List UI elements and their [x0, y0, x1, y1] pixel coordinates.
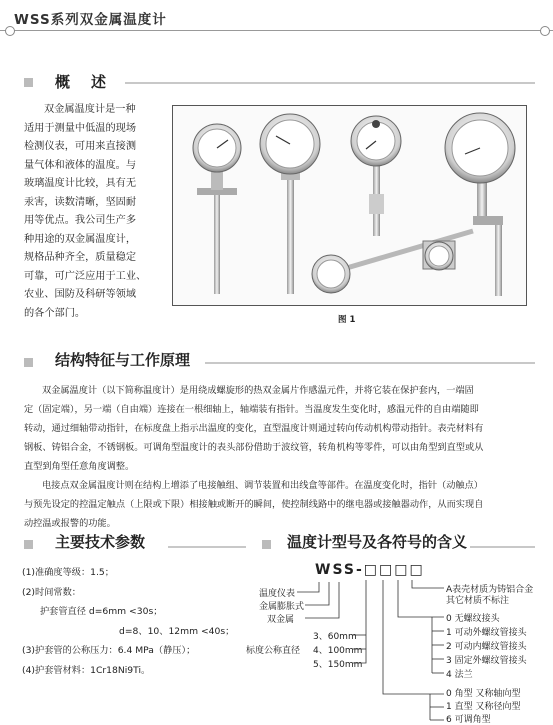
structure-text: 双金属温度计（以下简称温度计）是用绕成螺旋形的热双金属片作感温元件，并将它装在保护套内，一端固 定（固定端），另一端（自由端）连接在一根细轴上，轴端装有指针。当温度发生变化时，感温元件的自由端随即 转动，通过细轴带动指针，在标度盘上指示出温度的变化，直型温度计则通过转向传动机构带动指针。表壳材料有 钢板、铸铝合金，不锈钢板。可调角型温度计的表头部份借助于波纹管，转角机构等零件，可以由角型到直型或从 直型到角型任意角度调整。 电接点双金属温度计则在结构上增添了电接触组、调节装置和出线盒等部件。在温度变化时，指针（动触点） 与预先设定的控温定触点（上限或下限）相接触或断开的瞬间，使控制线路中的继电器或接触器动作，从而实现自 动控温或报警的功能。: [24, 385, 484, 529]
length-label: 标度公称直径: [246, 646, 301, 656]
length-option: 4、100mm: [313, 646, 363, 656]
param-item: d=8、10、12mm <40s；: [119, 625, 235, 637]
model-label: 双金属: [267, 615, 295, 625]
params-title: 主要技术参数: [55, 533, 146, 551]
connection-option: 0 无螺纹接头: [446, 614, 500, 624]
header-title: WSS系列双金属温度计: [14, 12, 167, 28]
connection-option: 3 固定外螺纹管接头: [446, 656, 527, 666]
param-item: (4)护套管材料：1Cr18Ni9Ti。: [22, 664, 151, 676]
type-option: 0 角型 又称轴向型: [446, 689, 521, 699]
model-label: 金属膨胀式: [259, 602, 305, 612]
figure-caption: 图 1: [338, 315, 356, 325]
type-option: 1 直型 又称径向型: [446, 702, 521, 712]
param-item: (3)护套管的公称压力：6.4 MPa（静压）；: [22, 645, 196, 656]
type-option: 6 可调角型: [446, 715, 491, 725]
housing-label: 其它材质不标注: [446, 596, 510, 606]
overview-text: 双金属温度计是一种 适用于测量中低温的现场 检测仪表，可用来直接测 量气体和液体的温度。与 玻璃温度计比较，具有无 汞害，读数清晰，坚固耐 用等优点。我公司生产多 种用途的双金属温度计， 规格品种齐全，质量稳定 可靠，可广泛应用于工业、 农业、国防及科研等领域 的各个部门。: [24, 104, 147, 319]
param-item: 护套管直径 d=6mm <30s；: [40, 606, 163, 617]
param-item: (1)准确度等级：1.5；: [22, 567, 114, 578]
overview-title: 概 述: [55, 73, 110, 91]
structure-title: 结构特征与工作原理: [55, 351, 191, 369]
housing-label: A表壳材质为铸铝合金: [446, 585, 534, 595]
length-option: 3、60mm: [313, 632, 357, 642]
connection-option: 4 法兰: [446, 670, 473, 680]
param-item: (2)时间常数：: [22, 586, 81, 598]
model-label: 温度仪表: [259, 589, 296, 599]
connection-option: 2 可动内螺纹管接头: [446, 642, 527, 652]
connection-option: 1 可动外螺纹管接头: [446, 628, 527, 638]
length-option: 5、150mm: [313, 660, 363, 670]
model-code: WSS-□□□□: [315, 562, 425, 578]
model-title: 温度计型号及各符号的含义: [287, 533, 468, 551]
